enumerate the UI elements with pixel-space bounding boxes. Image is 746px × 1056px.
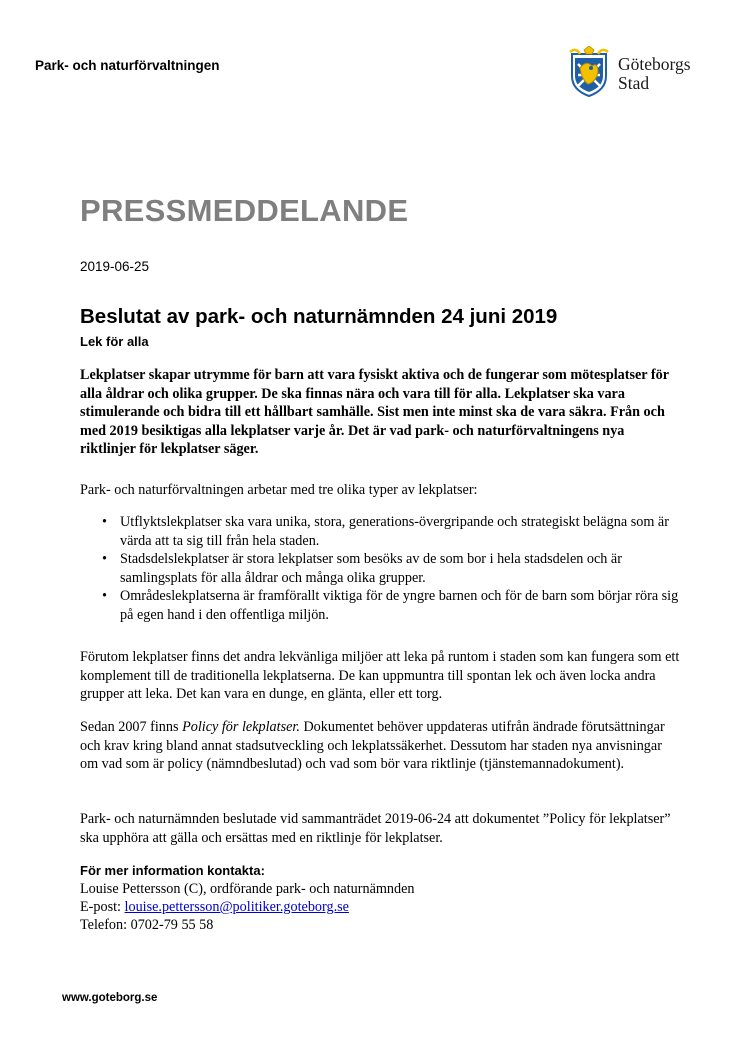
paragraph-decision: Park- och naturnämnden beslutade vid sammanträdet 2019-06-24 att dokumentet ”Policy för lekplatser” ska upphöra att gälla och ersättas med en riktlinje för lekplatser. xyxy=(80,811,671,846)
city-coat-of-arms-icon xyxy=(566,46,612,98)
contact-block xyxy=(80,862,680,934)
contact-heading: För mer information kontakta: xyxy=(80,863,265,878)
bullet-icon: • xyxy=(102,514,107,530)
list-item: • Stadsdelslekplatser är stora lekplatser som besöks av de som bor i hela stadsdelen och är samlingsplats för alla åldrar och många olika grupper. xyxy=(102,551,622,586)
playground-type-list xyxy=(80,513,680,624)
subheading: Lek för alla xyxy=(80,334,149,349)
list-item: • Utflyktslekplatser ska vara unika, stora, generations-övergripande och strategiskt belägna som är värda att ta sig till från hela staden. xyxy=(102,514,669,549)
contact-name: Louise Pettersson (C), ordförande park- och naturnämnden xyxy=(80,881,415,897)
logo-text: Göteborgs Stad xyxy=(618,54,691,93)
paragraph-play-environments: Förutom lekplatser finns det andra lekvänliga miljöer att leka på runtom i staden som kan fungera som ett komplement till de traditionella lekplatserna. De kan uppmuntra till spontan lek och även locka andra grupper att leka. Det kan vara en dunge, en glänta, eller ett torg. xyxy=(80,649,680,702)
list-item: • Områdeslekplatserna är framförallt viktiga för de yngre barnen och för de barn som börjar röra sig på egen hand i den offentliga miljön. xyxy=(102,588,679,623)
headline: Beslutat av park- och naturnämnden 24 juni 2019 xyxy=(80,305,558,328)
organization-name: Park- och naturförvaltningen xyxy=(35,58,220,73)
paragraph-playground-types: Park- och naturförvaltningen arbetar med tre olika typer av lekplatser: xyxy=(80,482,478,498)
footer-website: www.goteborg.se xyxy=(62,992,158,1004)
goteborgs-stad-logo xyxy=(566,46,716,98)
bullet-icon: • xyxy=(102,588,107,604)
contact-email-line: E-post: louise.pettersson@politiker.goteborg.se xyxy=(80,899,349,915)
bullet-icon: • xyxy=(102,551,107,567)
document-date: 2019-06-25 xyxy=(80,259,150,274)
intro-paragraph: Lekplatser skapar utrymme för barn att vara fysiskt aktiva och de fungerar som mötesplatser för alla åldrar och olika grupper. De ska finnas nära och vara till för alla. Lekplatser ska vara stimulerande och bidra till ett hållbart samhälle. Sist men inte minst ska de vara säkra. Från och med 2019 besiktigas alla lekplatser varje år. Det är vad park- och naturförvaltningens nya riktlinjer för lekplatser säger. xyxy=(80,367,669,457)
email-link[interactable]: louise.pettersson@politiker.goteborg.se xyxy=(124,899,349,915)
contact-phone: Telefon: 0702-79 55 58 xyxy=(80,917,214,933)
document-type-title: PRESSMEDDELANDE xyxy=(80,193,409,228)
paragraph-policy: Sedan 2007 finns Policy för lekplatser. Dokumentet behöver uppdateras utifrån ändrade förutsättningar och krav kring bland annat stadsutveckling och lekplatssäkerhet. Dessutom har staden nya anvisningar om vad som är policy (nämndbeslutad) och vad som bör vara riktlinje (tjänstemannadokument). xyxy=(80,719,665,772)
